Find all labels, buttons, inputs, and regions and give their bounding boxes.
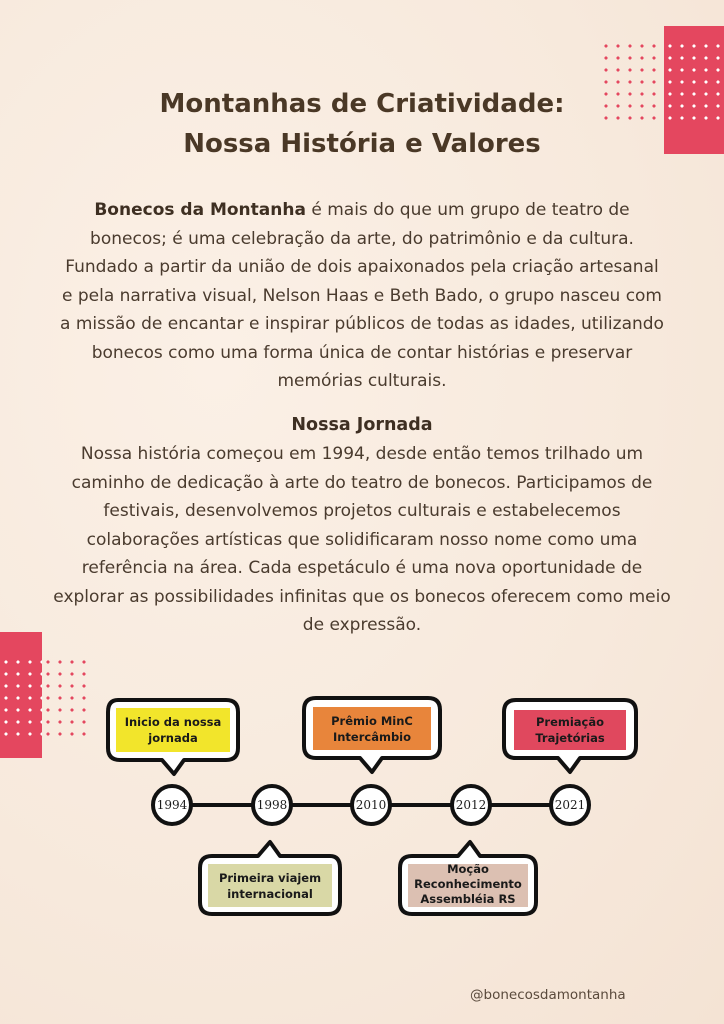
- event-label-1998: Primeira viajem internacional: [218, 870, 322, 901]
- year-label-2021: 2021: [554, 798, 586, 812]
- year-label-2010: 2010: [355, 798, 387, 812]
- journey-heading: Nossa Jornada: [291, 415, 433, 435]
- event-label-2021: Premiação Trajetórias: [535, 715, 605, 745]
- social-handle: @bonecosdamontanha: [470, 987, 626, 1003]
- brand-name: Bonecos da Montanha: [94, 200, 306, 220]
- page-title-line-2: Nossa História e Valores: [183, 129, 541, 159]
- page-title-line-1: Montanhas de Criatividade:: [159, 89, 565, 119]
- intro-text: é mais do que um grupo de teatro de bonecos; é uma celebração da arte, do patrimônio e da cultura. Fundado a partir da união de dois apaixonados pela criação artesanal e pela narrativa visual, Nelson Haas e Beth Bado, o grupo nasceu com a missão de encantar e inspirar públicos de todas as idades, utilizando bonecos como uma forma única de contar histórias e preservar memórias culturais.: [60, 200, 664, 391]
- event-label-1994: Inicio da nossa jornada: [124, 715, 222, 745]
- year-label-1998: 1998: [256, 798, 288, 812]
- year-label-1994: 1994: [156, 798, 188, 812]
- event-label-2012: Moção Reconhecimento Assembléia RS: [414, 861, 522, 906]
- journey-paragraph: Nossa história começou em 1994, desde então temos trilhado um caminho de dedicação à arte do teatro de bonecos. Participamos de festivais, desenvolvemos projetos culturais e estabelecemos colaborações artísticas que solidificaram nosso nome como uma referência na área. Cada espetáculo é uma nova oportunidade de explorar as possibilidades infinitas que os bonecos oferecem como meio de expressão.: [53, 444, 671, 635]
- year-label-2012: 2012: [455, 798, 487, 812]
- event-label-2010: Prêmio MinC Intercâmbio: [331, 713, 413, 744]
